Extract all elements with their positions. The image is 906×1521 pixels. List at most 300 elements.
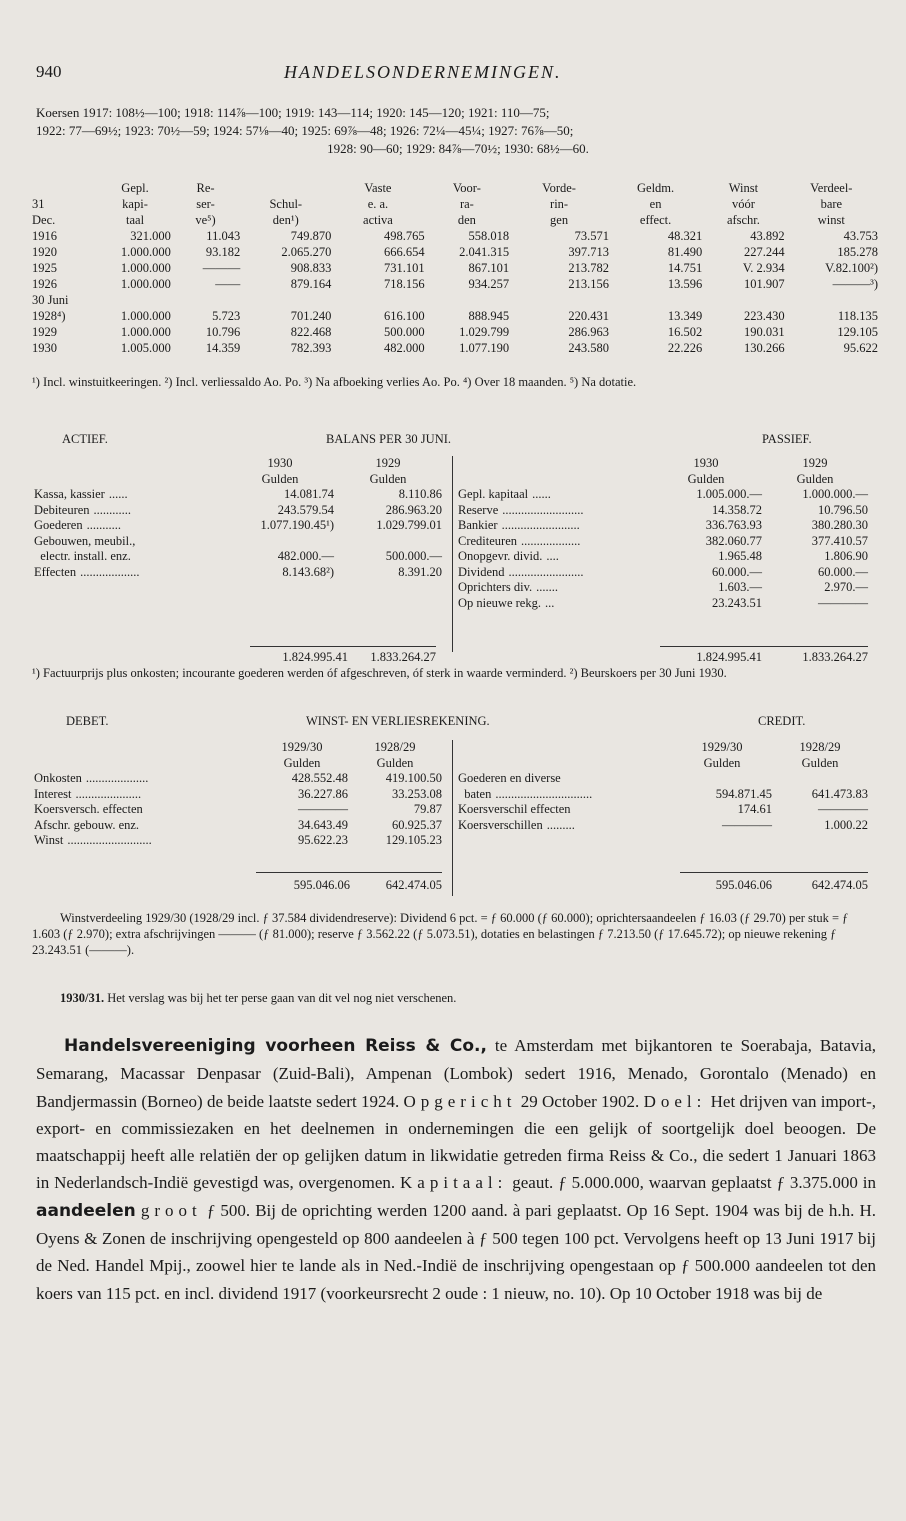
stats-cell: 749.870 <box>290 229 332 243</box>
account-value: 286.963.20 <box>385 502 442 517</box>
stats-cell: 190.031 <box>744 325 785 339</box>
year-header: 1930 <box>267 456 293 470</box>
account-label-text: Koersversch. effecten <box>34 802 143 816</box>
stats-cell: 118.135 <box>837 309 878 323</box>
account-value <box>672 771 772 787</box>
account-label-text: Oprichters div. <box>458 580 533 594</box>
account-value: 243.579.54 <box>277 502 334 517</box>
stats-cell: 934.257 <box>468 277 510 291</box>
stats-cell: 2.041.315 <box>459 245 510 259</box>
account-value: 377.410.57 <box>811 533 868 548</box>
stats-cell: 213.156 <box>568 277 609 291</box>
account-value: 10.796.50 <box>818 502 868 517</box>
account-header-spacer <box>34 756 256 772</box>
account-label <box>34 503 226 519</box>
stats-cell: 1926 <box>32 277 57 291</box>
aandeelen-word: aandeelen <box>36 1200 136 1221</box>
stats-cell: 43.892 <box>750 229 785 243</box>
account-label-text: Goederen <box>34 518 83 532</box>
account-header-row <box>458 740 868 756</box>
stats-header-cell: activa <box>363 213 393 227</box>
leader-dots: ........... <box>86 518 121 532</box>
stats-row <box>32 276 878 292</box>
account-label <box>34 833 256 849</box>
stats-cell: 397.713 <box>568 245 609 259</box>
stats-cell: 130.266 <box>744 341 785 355</box>
account-label <box>458 487 650 503</box>
account-value: 594.871.45 <box>715 786 772 801</box>
account-row <box>458 580 868 596</box>
balans-divider <box>452 456 453 652</box>
leader-dots: .......................... <box>502 502 584 517</box>
stats-cell: 498.765 <box>383 229 425 243</box>
page-number: 940 <box>36 62 62 81</box>
account-label <box>458 534 650 550</box>
stats-header-cell: Schul- <box>269 197 303 211</box>
account-row <box>34 518 442 534</box>
stats-cell: V. 2.934 <box>742 261 785 275</box>
koersen-block <box>36 104 880 158</box>
account-label <box>458 787 672 803</box>
account-value: 34.643.49 <box>298 817 348 832</box>
account-value <box>334 534 442 550</box>
account-value: 1.005.000.— <box>696 487 762 501</box>
leader-dots: ................... <box>521 533 581 548</box>
account-label-text: Interest <box>34 786 72 801</box>
balans-footnote: ¹) Factuurprijs plus onkosten; incourante goederen werden óf afgeschreven, óf sterk in waarde verminderd. ²) Beurskoers per 30 Juni 1930. <box>32 666 727 680</box>
stats-header-cell: den <box>457 213 476 227</box>
account-value: 36.227.86 <box>298 786 348 801</box>
account-label-text: Crediteuren <box>458 533 518 548</box>
stats-header-cell: Geldm. <box>637 181 675 195</box>
stats-cell: ——— <box>202 261 241 275</box>
stats-row <box>32 308 878 324</box>
stats-cell: 11.043 <box>206 229 241 243</box>
account-row <box>458 518 868 534</box>
account-value: 8.143.68²) <box>282 564 334 579</box>
winst-credit-table <box>458 740 868 833</box>
account-row <box>34 771 442 787</box>
stats-header-cell: winst <box>817 213 845 227</box>
stats-cell: 1925 <box>32 261 57 275</box>
stats-cell: 321.000 <box>130 229 171 243</box>
account-value: 641.473.83 <box>811 786 868 801</box>
account-row <box>458 787 868 803</box>
verslag-text: Het verslag was bij het ter perse gaan van dit vel nog niet verschenen. <box>107 991 457 1005</box>
stats-cell: 223.430 <box>744 309 785 323</box>
account-row <box>34 833 442 849</box>
year-header: 1929 <box>802 456 828 470</box>
stats-cell: 1.029.799 <box>459 325 510 339</box>
stats-header-cell: rin- <box>550 197 569 211</box>
account-label <box>458 503 650 519</box>
account-label <box>34 565 226 581</box>
account-row <box>458 503 868 519</box>
account-value: 14.358.72 <box>712 502 762 517</box>
balans-actief-table <box>34 456 442 580</box>
unit-header: Gulden <box>283 755 321 770</box>
winst-title: WINST- EN VERLIESREKENING. <box>306 714 490 728</box>
account-value: 500.000.— <box>385 549 442 563</box>
account-header-row <box>34 740 442 756</box>
kapitaal-label: Kapitaal: <box>400 1173 508 1193</box>
account-row <box>34 787 442 803</box>
stats-cell: 48.321 <box>667 229 703 243</box>
account-label-text: Gebouwen, meubil., <box>34 533 136 548</box>
opgericht-label: Opgericht <box>403 1091 517 1111</box>
account-value: ———— <box>722 817 772 832</box>
stats-cell: 1.000.000 <box>120 309 171 323</box>
account-unit-row <box>458 472 868 488</box>
account-value: 1.000.22 <box>824 817 868 832</box>
actief-title: ACTIEF. <box>62 432 108 446</box>
stats-cell: —— <box>215 277 241 291</box>
account-value: 1.603.— <box>718 580 762 594</box>
account-value: 60.925.37 <box>392 817 442 832</box>
balans-total-rule-left <box>250 646 436 647</box>
account-label-text: Debiteuren <box>34 502 90 517</box>
stats-cell: 616.100 <box>383 309 425 323</box>
account-label <box>34 802 256 818</box>
company-name: Handelsvereeniging voorheen Reiss & Co., <box>64 1036 487 1056</box>
koersen-line: 1928: 90—60; 1929: 84⅞—70½; 1930: 68½—60. <box>327 141 589 156</box>
unit-header: Gulden <box>801 755 839 770</box>
stats-cell: 1.077.190 <box>459 341 510 355</box>
account-row <box>458 802 868 818</box>
account-label-text: Winst <box>34 833 64 847</box>
account-unit-row <box>34 472 442 488</box>
account-label <box>458 818 672 834</box>
account-label-text: Bankier <box>458 518 498 532</box>
leader-dots: .... <box>546 549 559 563</box>
stats-header-cell: Verdeel- <box>810 181 853 195</box>
stats-cell: 1916 <box>32 229 57 243</box>
stats-cell: 666.654 <box>383 245 425 259</box>
account-value: 8.110.86 <box>398 487 442 501</box>
account-value: 95.622.23 <box>298 833 348 847</box>
balans-title: BALANS PER 30 JUNI. <box>326 432 452 446</box>
account-label <box>34 787 256 803</box>
leader-dots: ..................... <box>75 786 142 801</box>
doel-label: Doel: <box>643 1091 707 1111</box>
leader-dots: ............................... <box>495 786 593 801</box>
account-label <box>34 534 226 550</box>
stats-row <box>32 340 878 356</box>
account-label-text: Afschr. gebouw. enz. <box>34 817 140 832</box>
winst-left-total: 595.046.06 642.474.05 <box>293 878 442 892</box>
account-value: 1.000.000.— <box>802 487 868 501</box>
leader-dots: ......................... <box>501 518 580 532</box>
account-row <box>34 549 442 565</box>
account-value: 336.763.93 <box>705 518 762 532</box>
account-value: 1.965.48 <box>718 549 762 563</box>
stats-cell: ———³) <box>832 277 878 291</box>
stats-cell: 14.751 <box>667 261 703 275</box>
account-value: 380.280.30 <box>811 518 868 532</box>
stats-cell: 30 Juni <box>32 293 69 307</box>
stats-table <box>32 180 878 356</box>
page-title: HANDELSONDERNEMINGEN. <box>284 62 562 82</box>
account-header-spacer <box>458 472 650 488</box>
stats-header-row <box>32 196 878 212</box>
stats-header-cell: effect. <box>639 213 672 227</box>
stats-header-cell: Vaste <box>364 181 392 195</box>
account-label-text: Koersverschil effecten <box>458 802 571 816</box>
account-value: 1.029.799.01 <box>376 518 442 532</box>
account-value <box>226 534 334 550</box>
account-header-spacer <box>458 740 672 756</box>
stats-cell: 10.796 <box>205 325 241 339</box>
account-value: 23.243.51 <box>712 595 762 610</box>
account-label-text: Onopgevr. divid. <box>458 549 543 563</box>
stats-header-cell: 31 <box>32 197 45 211</box>
account-label <box>458 771 672 787</box>
stats-row <box>32 228 878 244</box>
stats-cell: 5.723 <box>212 309 241 323</box>
account-value <box>772 771 868 787</box>
account-value: 382.060.77 <box>705 533 762 548</box>
account-value: 174.61 <box>737 802 772 816</box>
account-row <box>458 549 868 565</box>
stats-cell: 879.164 <box>290 277 332 291</box>
credit-title: CREDIT. <box>758 714 806 728</box>
account-value: ———— <box>818 595 868 610</box>
year-header: 1929/30 <box>281 740 323 754</box>
leader-dots: .................... <box>85 771 149 785</box>
account-value: 1.077.190.45¹) <box>260 518 334 532</box>
account-row <box>34 503 442 519</box>
year-header: 1930 <box>693 456 719 470</box>
year-header: 1928/29 <box>374 740 416 754</box>
stats-cell: 2.065.270 <box>281 245 332 259</box>
winst-total-rule-right <box>680 872 868 873</box>
stats-header-cell: den¹) <box>272 213 299 227</box>
stats-row <box>32 244 878 260</box>
stats-header-cell <box>32 180 99 196</box>
stats-header-cell: bare <box>820 197 843 211</box>
stats-header-cell: ser- <box>196 197 215 211</box>
winst-right-total: 595.046.06 642.474.05 <box>715 878 868 892</box>
stats-cell: 482.000 <box>383 341 425 355</box>
account-header-spacer <box>34 740 256 756</box>
doel-text: Het drijven van import-, export- en commissiezaken en het deelnemen in ondernemingen die een gelijk of soortgelijk doel beoogen. De maatschappij heeft alle relatiën der op gelijken datum in likwidatie getreden firma Reiss & Co., die sedert 1 Januari 1863 in Nederlandsch-Indië gevestigd was, overgenomen. <box>36 1091 876 1193</box>
stats-cell: 286.963 <box>568 325 609 339</box>
account-label-text: Op nieuwe rekg. <box>458 595 541 610</box>
winst-divider <box>452 740 453 896</box>
verslag-year: 1930/31. <box>60 991 105 1005</box>
stats-cell: 213.782 <box>568 261 609 275</box>
account-label-text: baten <box>458 786 492 801</box>
leader-dots: ........................ <box>508 564 584 579</box>
account-label <box>34 818 256 834</box>
stats-header-cell: Gepl. <box>121 181 149 195</box>
stats-header-cell: taal <box>126 213 145 227</box>
account-row <box>34 534 442 550</box>
account-unit-row <box>34 756 442 772</box>
kapitaal-text: geaut. ƒ 5.000.000, waarvan geplaatst ƒ 3.375.000 in <box>512 1173 876 1193</box>
leader-dots: ... <box>544 595 555 610</box>
account-value: 60.000.— <box>712 564 762 579</box>
account-label <box>458 802 672 818</box>
stats-cell: 14.359 <box>205 341 241 355</box>
account-row <box>458 596 868 612</box>
stats-header-cell: afschr. <box>726 213 760 227</box>
stats-cell: 701.240 <box>290 309 332 323</box>
stats-header-cell: kapi- <box>122 197 148 211</box>
stats-cell: 1.000.000 <box>120 261 171 275</box>
account-value: 1.806.90 <box>824 549 868 563</box>
balans-right-total: 1.824.995.41 1.833.264.27 <box>696 650 868 664</box>
leader-dots: ......... <box>546 817 575 832</box>
account-label-text: Dividend <box>458 564 505 579</box>
stats-cell: 16.502 <box>667 325 703 339</box>
stats-cell: 867.101 <box>468 261 510 275</box>
stats-row <box>32 324 878 340</box>
stats-header-cell: Vorde- <box>542 181 576 195</box>
account-value: 14.081.74 <box>284 487 334 501</box>
account-label <box>458 549 650 565</box>
account-row <box>34 818 442 834</box>
account-label <box>34 549 226 565</box>
stats-cell: 888.945 <box>468 309 510 323</box>
year-header: 1929 <box>375 456 401 470</box>
account-label <box>458 596 650 612</box>
stats-row <box>32 260 878 276</box>
account-label <box>34 771 256 787</box>
account-value: 482.000.— <box>277 549 334 563</box>
stats-header-cell: Re- <box>196 181 215 195</box>
stats-cell: 22.226 <box>667 341 703 355</box>
koersen-line: Koersen 1917: 108½—100; 1918: 114⅞—100; 1919: 143—114; 1920: 145—120; 1921: 110—75; <box>36 105 550 120</box>
company-rest: ƒ 500. Bij de oprichting werden 1200 aand. à pari geplaatst. Op 16 Sept. 1904 was bij de h.h. H. Oyens & Zonen de inschrijving opengesteld op 800 aandeelen à ƒ 500 tegen 100 pct. Vervolgens heeft op 13 Juni 1917 bij de Ned. Handel Mpij., zoowel hier te lande als in Ned.-Indië de inschrijving opengestaan op ƒ 500.000 aandeelen tot den koers van 115 pct. en incl. dividend 1917 (voorkeursrecht 2 oude : 1 nieuw, no. 10). Op 10 October 1918 was bij de <box>36 1200 877 1303</box>
account-value: 129.105.23 <box>385 833 442 847</box>
account-header-spacer <box>458 756 672 772</box>
stats-header-row <box>32 180 878 196</box>
account-label <box>458 580 650 596</box>
balans-total-rule-right <box>660 646 868 647</box>
stats-cell: 908.833 <box>290 261 332 275</box>
account-value: ———— <box>818 802 868 816</box>
account-row <box>458 534 868 550</box>
account-value: 419.100.50 <box>385 771 442 785</box>
account-header-spacer <box>34 456 226 472</box>
stats-cell: 101.907 <box>744 277 785 291</box>
stats-header-cell: ra- <box>459 197 474 211</box>
account-label-text: Goederen en diverse <box>458 771 561 785</box>
unit-header: Gulden <box>261 471 299 486</box>
page-header <box>36 62 876 86</box>
account-label-text: Effecten <box>34 564 77 579</box>
winst-debet-table <box>34 740 442 849</box>
opgericht-value: 29 October 1902. <box>520 1091 640 1111</box>
stats-cell: 718.156 <box>383 277 425 291</box>
account-label-text: Kassa, kassier <box>34 487 105 501</box>
stats-cell: V.82.100²) <box>825 261 878 275</box>
stats-cell: 558.018 <box>468 229 510 243</box>
leader-dots: ...... <box>108 487 128 501</box>
stats-cell: 1.000.000 <box>120 245 171 259</box>
stats-cell: 1920 <box>32 245 57 259</box>
year-header: 1928/29 <box>799 740 841 754</box>
stats-cell: 13.349 <box>667 309 703 323</box>
account-label-text: Gepl. kapitaal <box>458 487 529 501</box>
stats-cell: 95.622 <box>843 341 878 355</box>
account-value: 2.970.— <box>824 580 868 594</box>
account-row <box>458 818 868 834</box>
stats-header-cell: Winst <box>728 181 759 195</box>
stats-header-cell: gen <box>550 213 569 227</box>
unit-header: Gulden <box>687 471 725 486</box>
account-row <box>34 487 442 503</box>
stats-header-cell: Voor- <box>452 181 481 195</box>
stats-cell: 227.244 <box>744 245 785 259</box>
groot-word: groot <box>140 1200 202 1220</box>
leader-dots: ................... <box>80 564 140 579</box>
account-label <box>34 487 226 503</box>
account-header-spacer <box>458 456 650 472</box>
account-label <box>34 518 226 534</box>
stats-cell: 1.000.000 <box>120 277 171 291</box>
stats-cell: 1929 <box>32 325 57 339</box>
stats-cell: 1930 <box>32 341 57 355</box>
stats-cell: 185.278 <box>837 245 878 259</box>
unit-header: Gulden <box>703 755 741 770</box>
stats-cell: 500.000 <box>383 325 425 339</box>
winst-total-rule-left <box>256 872 442 873</box>
stats-cell: 13.596 <box>667 277 703 291</box>
stats-cell: 129.105 <box>837 325 878 339</box>
account-header-spacer <box>34 472 226 488</box>
account-label <box>458 565 650 581</box>
stats-cell: 731.101 <box>383 261 425 275</box>
balans-passief-table <box>458 456 868 611</box>
balans-left-total: 1.824.995.41 1.833.264.27 <box>282 650 436 664</box>
stats-cell: 73.571 <box>574 229 609 243</box>
account-label-text: Reserve <box>458 502 499 517</box>
account-label-text: Onkosten <box>34 771 82 785</box>
account-header-row <box>458 456 868 472</box>
account-row <box>458 771 868 787</box>
koersen-line: 1922: 77—69½; 1923: 70½—59; 1924: 57⅛—40; 1925: 69⅞—48; 1926: 72¼—45¼; 1927: 76⅞—50; <box>36 123 574 138</box>
stats-cell: 243.580 <box>568 341 609 355</box>
debet-title: DEBET. <box>66 714 109 728</box>
account-row <box>458 565 868 581</box>
stats-cell: 81.490 <box>667 245 703 259</box>
winstverdeeling: Winstverdeeling 1929/30 (1928/29 incl. ƒ 37.584 dividendreserve): Dividend 6 pct. = ƒ 60.000 (ƒ 60.000); oprichtersaandeelen ƒ 16.03 (ƒ 29.70) per stuk = ƒ 1.603 (ƒ 2.970); extra afschrijvingen ——— (ƒ 81.000); reserve ƒ 3.562.22 (ƒ 5.073.51), dotaties en belastingen ƒ 7.213.50 (ƒ 17.645.72); op nieuwe rekening ƒ 23.243.51 (———). <box>32 911 849 957</box>
leader-dots: ............ <box>93 502 132 517</box>
stats-cell: 1.005.000 <box>120 341 171 355</box>
stats-header-cell: vóór <box>731 197 755 211</box>
leader-dots: ........................... <box>67 833 152 847</box>
company-intro: te Amsterdam met bijkantoren te Soerabaja, Batavia, Semarang, Macassar Denpasar (Zuid-Bali), Ampenan (Lombok) sedert 1916, Menado, Gorontalo (Menado) en Bandjermassin (Borneo) de beide laatste sedert 1924. <box>36 1036 877 1111</box>
account-header-row <box>34 456 442 472</box>
stats-header-row <box>32 212 878 228</box>
stats-cell: 1.000.000 <box>120 325 171 339</box>
account-value: ———— <box>298 802 348 816</box>
stats-footnote: ¹) Incl. winstuitkeeringen. ²) Incl. verliessaldo Ao. Po. ³) Na afboeking verlies Ao. Po. ⁴) Over 18 maanden. ⁵) Na dotatie. <box>32 375 637 389</box>
account-value: 79.87 <box>413 802 442 816</box>
account-value: 33.253.08 <box>392 786 442 801</box>
stats-cell: 1928⁴) <box>32 309 66 323</box>
stats-header-cell: en <box>649 197 662 211</box>
account-unit-row <box>458 756 868 772</box>
account-row <box>458 487 868 503</box>
account-label-text: Koersverschillen <box>458 817 543 832</box>
stats-cell: 782.393 <box>290 341 332 355</box>
stats-header-cell <box>240 180 331 196</box>
year-header: 1929/30 <box>701 740 743 754</box>
company-paragraph <box>36 1032 876 1307</box>
